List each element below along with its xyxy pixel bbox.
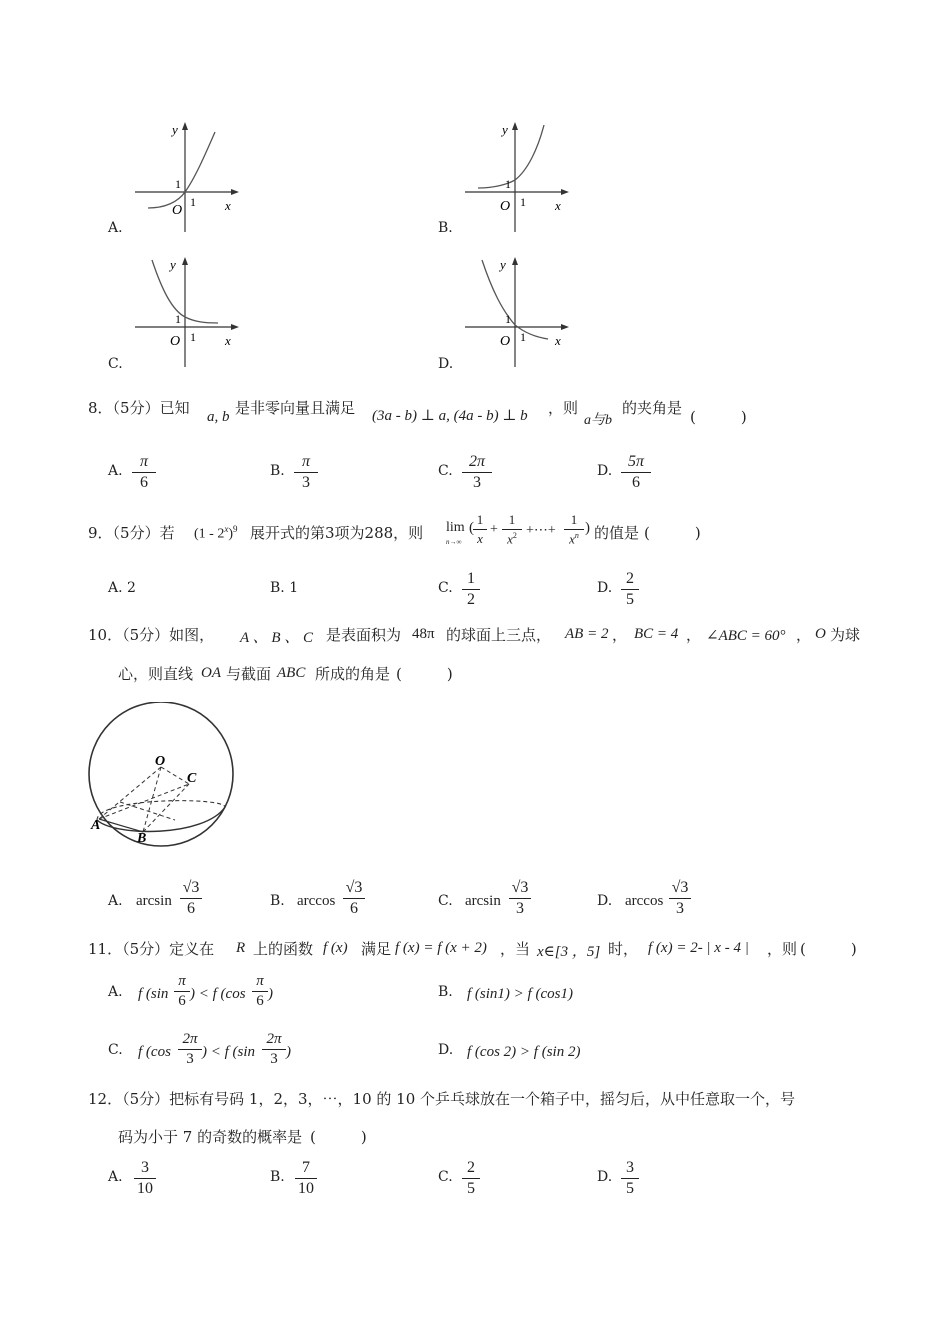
tick-y-1: 1	[175, 177, 181, 191]
q9-term-n: 1 $x^n$	[564, 512, 584, 547]
q11-option-c-frac1[interactable]: 2π 3	[178, 1031, 202, 1068]
label-c: C	[187, 771, 197, 786]
q11-option-c-mid[interactable]: ) < f (sin	[202, 1044, 256, 1060]
q12-number: 12．	[88, 1090, 123, 1108]
x-axis-label: x	[225, 198, 231, 213]
graph-b-label[interactable]: B.	[438, 220, 453, 236]
q10-option-c-label[interactable]: C.	[438, 893, 453, 909]
q9-option-c-label[interactable]: C.	[438, 580, 453, 596]
q10-option-b-fn[interactable]: arccos	[297, 893, 336, 909]
q8-condition: (3a - b) ⊥ a, (4a - b) ⊥ b	[372, 408, 528, 424]
q9-option-a[interactable]: A. 2	[108, 580, 136, 596]
graph-a	[130, 120, 250, 240]
q10-option-c-frac[interactable]: √3 3	[509, 879, 531, 918]
y-axis-label: y	[500, 257, 506, 272]
q9-lim-open: (	[469, 520, 474, 536]
q11-option-a-left[interactable]: f (sin	[138, 986, 169, 1002]
q9-text2: 展开式的第3项为288，则	[250, 524, 424, 542]
q11-periodic: f (x) = f (x + 2)	[395, 940, 487, 956]
graph-d	[460, 255, 580, 375]
q11-text4: ，当	[500, 940, 531, 958]
q12-option-b-label[interactable]: B.	[270, 1169, 285, 1185]
q12-line2: 码为小于 7 的奇数的概率是	[118, 1128, 303, 1146]
q10-comma1: ，	[612, 626, 628, 644]
q9-lim-sub: n→∞	[446, 538, 462, 546]
origin-label: O	[170, 334, 181, 349]
q9-dots: +⋯+	[526, 523, 556, 538]
q8-option-c-frac[interactable]: 2π 3	[462, 453, 492, 492]
tick-y-1: 1	[505, 312, 511, 326]
q10-points: A 、 B 、 C	[240, 630, 314, 646]
q10-option-a-frac[interactable]: √3 6	[180, 879, 202, 918]
q9-answer-paren[interactable]: ( )	[644, 524, 701, 542]
q10-option-b-label[interactable]: B.	[270, 893, 285, 909]
tick-x-1: 1	[520, 195, 526, 209]
q11-def: f (x) = 2- | x - 4 |	[648, 940, 749, 956]
q9-option-b[interactable]: B. 1	[270, 580, 299, 596]
q8-text2: 是非零向量且满足	[235, 399, 356, 417]
q10-text3: 为球	[830, 626, 861, 644]
q10-bc: BC = 4	[634, 626, 679, 642]
graph-a-label[interactable]: A.	[108, 220, 123, 236]
q8-number: 8．	[88, 399, 113, 417]
y-axis-label: y	[170, 257, 176, 272]
q12-option-c-label[interactable]: C.	[438, 1169, 453, 1185]
q8-option-b-label[interactable]: B.	[270, 463, 285, 479]
tick-x-1: 1	[190, 195, 196, 209]
q10-line2c: 所成的角是	[315, 665, 391, 683]
q11-answer-paren[interactable]: ( )	[800, 940, 857, 958]
origin-label: O	[172, 203, 183, 218]
q11-text6: ，则	[767, 940, 798, 958]
q10-option-c-fn[interactable]: arcsin	[465, 893, 501, 909]
graph-c	[130, 255, 250, 375]
q9-lim-close: )	[585, 520, 590, 536]
q9-term-2: 1 $x^2$	[502, 512, 522, 547]
q8-text4: 的夹角是	[622, 399, 683, 417]
q10-option-d-fn[interactable]: arccos	[625, 893, 664, 909]
q10-area: 48π	[412, 626, 435, 642]
q12-option-c-frac[interactable]: 2 5	[462, 1159, 480, 1198]
q10-text1: 是表面积为	[326, 626, 402, 644]
q11-option-b-expr[interactable]: f (sin1) > f (cos1)	[467, 986, 573, 1002]
tick-y-1: 1	[505, 177, 511, 191]
label-a: A	[91, 818, 101, 833]
q10-option-a-fn[interactable]: arcsin	[136, 893, 172, 909]
origin-label: O	[500, 199, 511, 214]
q9-option-d-frac[interactable]: 2 5	[621, 570, 639, 609]
q11-stem: 11．（5分）定义在	[88, 940, 215, 958]
q11-option-b-label[interactable]: B.	[438, 984, 453, 1000]
q9-plus: +	[490, 522, 498, 537]
q11-option-c-frac2[interactable]: 2π 3	[262, 1031, 286, 1068]
sphere-figure	[85, 702, 245, 852]
q10-text2: 的球面上三点，	[446, 626, 552, 644]
q9-score: （5分）	[112, 524, 160, 542]
q8-vars: a, b	[207, 409, 230, 425]
q11-option-a-mid[interactable]: ) < f (cos	[190, 986, 246, 1002]
q12-option-d-label[interactable]: D.	[597, 1169, 613, 1185]
x-axis-label: x	[555, 198, 561, 213]
origin-label: O	[500, 334, 511, 349]
q8-score: （5分）	[112, 399, 160, 417]
q10-comma2: ，	[686, 626, 702, 644]
q9-number: 9．	[88, 524, 113, 542]
q11-text2: 上的函数	[253, 940, 314, 958]
q12-option-d-frac[interactable]: 3 5	[621, 1159, 639, 1198]
q11-option-c-left[interactable]: f (cos	[138, 1044, 171, 1060]
q10-line2b: 与截面	[226, 665, 272, 683]
q10-line1: 10．（5分）如图，	[88, 626, 215, 644]
q8-answer-paren[interactable]: ( )	[690, 408, 747, 426]
q11-text5: 时，	[608, 940, 639, 958]
q12-score: （5分）	[122, 1090, 170, 1108]
x-axis-label: x	[225, 333, 231, 348]
q10-o: O	[815, 626, 826, 642]
q8-option-a-frac[interactable]: π 6	[132, 453, 156, 492]
q10-option-a-label[interactable]: A.	[108, 893, 123, 909]
q12-answer-paren[interactable]: ( )	[310, 1128, 367, 1146]
q11-text3: 满足	[361, 940, 392, 958]
q10-line2a: 心，则直线	[118, 665, 194, 683]
q11-option-a-label[interactable]: A.	[108, 984, 123, 1000]
q11-fx: f (x)	[323, 940, 348, 956]
tick-y-1: 1	[175, 312, 181, 326]
q10-option-b-frac[interactable]: √3 6	[343, 879, 365, 918]
q10-option-d-label[interactable]: D.	[597, 893, 613, 909]
graph-d-label[interactable]: D.	[438, 356, 454, 372]
label-b: B	[137, 831, 147, 846]
q11-domain: x∈[3 ，5]	[537, 944, 601, 960]
q11-option-a-end[interactable]: )	[268, 986, 273, 1002]
q10-answer-paren[interactable]: ( )	[396, 665, 453, 683]
q12-option-b-frac[interactable]: 7 10	[295, 1159, 317, 1198]
q9-option-c-frac[interactable]: 1 2	[462, 570, 480, 609]
q8-stem	[88, 397, 190, 418]
q10-comma3: ，	[796, 626, 812, 644]
q10-option-d-frac[interactable]: √3 3	[669, 879, 691, 918]
q11-score: （5分）	[122, 940, 170, 958]
q10-number: 10．	[88, 626, 123, 644]
y-axis-label: y	[502, 122, 508, 137]
q8-option-a-label[interactable]: A.	[108, 463, 123, 479]
q11-r: R	[236, 940, 246, 956]
q9-text1: 若	[159, 524, 175, 542]
q11-option-a-frac2[interactable]: π 6	[252, 973, 268, 1010]
q9-term-1: 1 x	[473, 512, 487, 547]
q11-option-a-frac1[interactable]: π 6	[174, 973, 190, 1010]
q9-stem	[88, 522, 175, 543]
q10-oa: OA	[201, 665, 221, 681]
q12-option-a-label[interactable]: A.	[108, 1169, 123, 1185]
q12-option-a-frac[interactable]: 3 10	[134, 1159, 156, 1198]
tick-x-1: 1	[520, 330, 526, 344]
graph-b	[460, 120, 580, 240]
q8-text3: ，则	[548, 399, 579, 417]
tick-x-1: 1	[190, 330, 196, 344]
q8-option-b-frac[interactable]: π 3	[294, 453, 318, 492]
q8-option-d-label[interactable]: D.	[597, 463, 613, 479]
q12-line1: 12．（5分）把标有号码 1，2，3，⋯，10 的 10 个乒乓球放在一个箱子中，摇匀后，从中任意取一个，号	[88, 1090, 796, 1108]
y-axis-label: y	[172, 122, 178, 137]
graph-c-label[interactable]: C.	[108, 356, 123, 372]
q10-ab: AB = 2	[565, 626, 609, 642]
q9-option-d-label[interactable]: D.	[597, 580, 613, 596]
q8-pair: a与b	[584, 413, 612, 428]
q11-option-c-end[interactable]: )	[286, 1044, 291, 1060]
q8-option-d-frac[interactable]: 5π 6	[621, 453, 651, 492]
q9-text3: 的值是	[594, 524, 640, 542]
q11-number: 11．	[88, 940, 123, 958]
x-axis-label: x	[555, 333, 561, 348]
q10-abc: ABC	[277, 665, 306, 681]
q8-option-c-label[interactable]: C.	[438, 463, 453, 479]
q11-option-d-expr[interactable]: f (cos 2) > f (sin 2)	[467, 1044, 581, 1060]
q9-lim: lim	[446, 520, 465, 535]
q11-option-c-label[interactable]: C.	[108, 1042, 123, 1058]
q9-expression: (1 - 2$^x$)$^9$	[194, 524, 238, 542]
q10-score: （5分）	[122, 626, 170, 644]
q10-angle: ∠ABC = 60°	[706, 628, 786, 644]
q11-option-d-label[interactable]: D.	[438, 1042, 454, 1058]
label-o: O	[155, 754, 166, 769]
q8-text1: 已知	[159, 399, 190, 417]
